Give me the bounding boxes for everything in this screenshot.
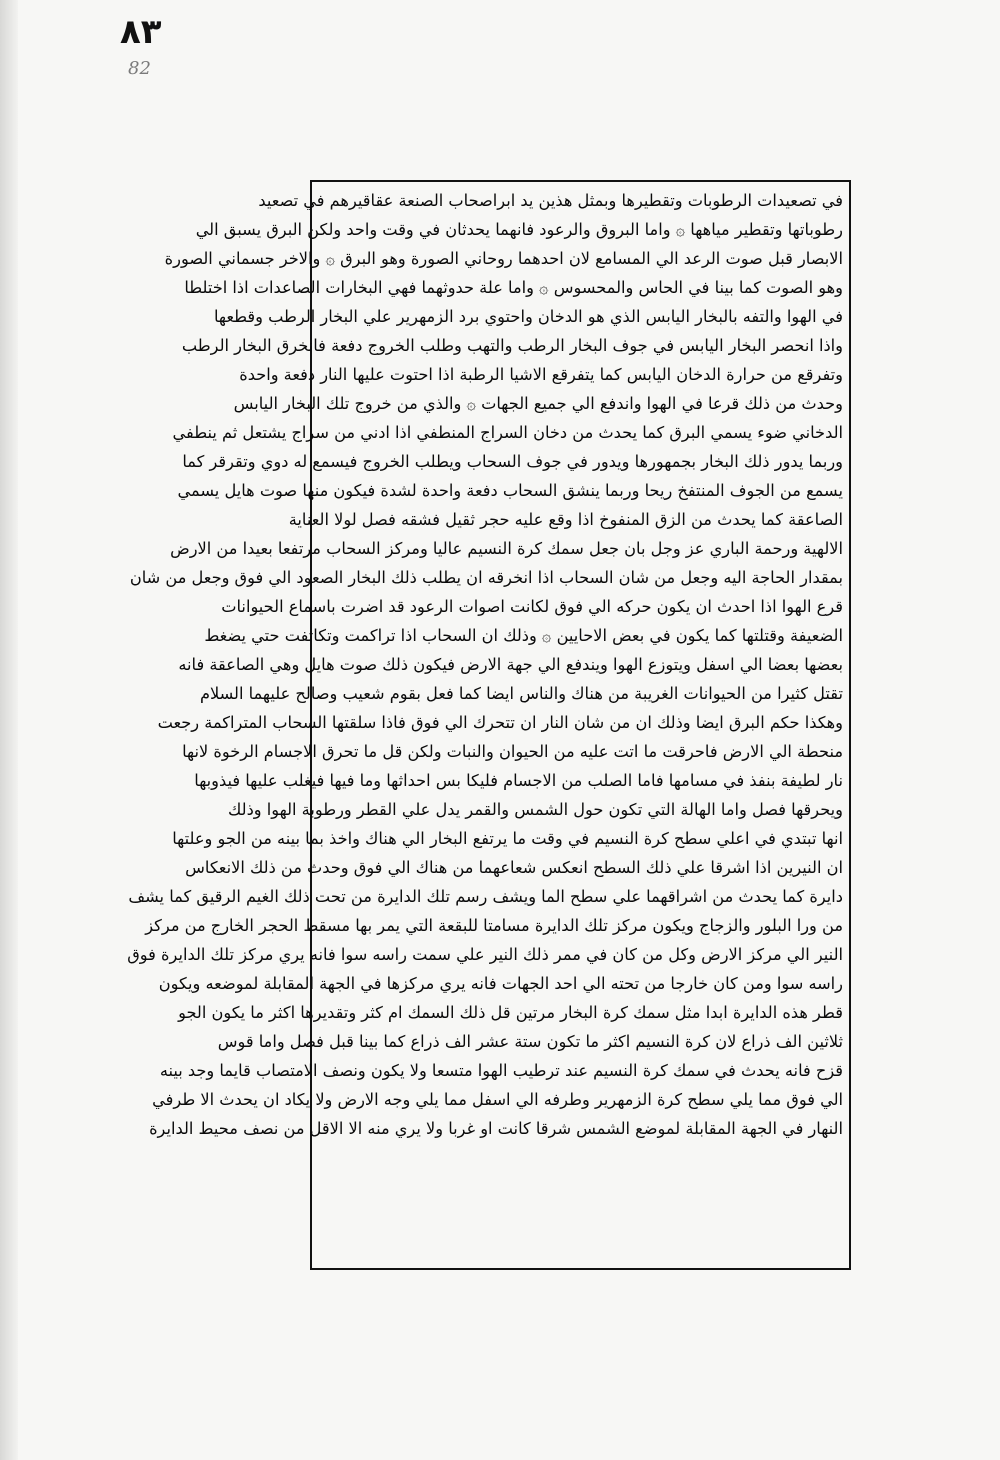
text-line: النهار في الجهة المقابلة لموضع الشمس شرقا كانت او غربا ولا يري منه الا الاقل من نصف محيط الدايرة (149, 1119, 843, 1138)
text-line: الصاعقة كما يحدث من الزق المنفوخ اذا وقع عليه حجر ثقيل فشقه فصل لولا العناية (288, 510, 843, 529)
text-line: الي فوق مما يلي سطح كرة الزمهرير وطرفه الي اسفل مما يلي وجه الارض ولا يكاد ان يحدث الا طرفي (152, 1090, 843, 1109)
text-line: قزح فانه يحدث في سمك كرة النسيم عند ترطيب الهوا متسعا ولا يكون ونصف الامتصاب قايما وجد بينه (159, 1061, 843, 1080)
text-line: في الهوا والتفه بالبخار اليابس الذي هو الدخان واحتوي برد الزمهرير علي البخار الرطب وقطعها (213, 307, 843, 326)
folio-number: ٨٣ (120, 12, 162, 52)
text-line: الالهية ورحمة الباري عز وجل بان جعل سمك كرة النسيم عاليا ومركز السحاب مرتفعا بعيدا من الارض (170, 539, 843, 558)
text-block (127, 186, 843, 1264)
text-line: دايرة كما يحدث من اشراقهما علي سطح الما ويشف رسم تلك الدايرة من تحت ذلك الغيم الرقيق كما يشف (128, 887, 843, 906)
text-line: انها تبتدي في اعلي سطح كرة النسيم في وقت ما يرتفع البخار الي هناك واخذ بما بينه من الجو وعلتها (172, 829, 843, 848)
text-line: الضعيفة وقتلتها كما يكون في بعض الاحايين ۞ وذلك ان السحاب اذا تراكمت وتكاثفت حتي يضغط (204, 626, 843, 645)
text-line: وربما يدور ذلك البخار بجمهورها ويدور في جوف السحاب ويطلب الخروج فيسمع له دوي وتقرقر كما (182, 452, 843, 471)
text-line: بعضها بعضا الي اسفل ويتوزع الهوا ويندفع الي جهة الارض فيكون ذلك صوت هايل وهي الصاعقة فانه (178, 655, 843, 674)
text-line: ان النيرين اذا اشرقا علي ذلك السطح انعكس شعاعهما من هناك الي فوق وحدث من ذلك الانعكاس (185, 858, 843, 877)
text-line: تقتل كثيرا من الحيوانات الغريبة من هناك والناس ايضا كما فعل بقوم شعيب وصالح عليهما السلام (199, 684, 843, 703)
text-line: قرع الهوا اذا احدث ان يكون حركه الي فوق لكانت اصوات الرعود قد اضرت باسماع الحيوانات (221, 597, 843, 616)
text-line: في تصعيدات الرطوبات وتقطيرها وبمثل هذين يد ابراصحاب الصنعة عقاقيرهم في تصعيد (258, 191, 843, 210)
text-line: وهو الصوت كما بينا في الحاس والمحسوس ۞ واما علة حدوثهما فهي البخارات الصاعدات اذا اختلطا (184, 278, 843, 297)
binding-gutter (0, 0, 18, 1460)
text-line: الابصار قبل صوت الرعد الي المسامع لان احدهما روحاني الصورة وهو البرق ۞ والاخر جسماني الصورة (164, 249, 843, 268)
text-line: بمقدار الحاجة اليه وجعل من شان السحاب اذا انخرقه ان يطلب ذلك البخار الصعود الي فوق وجعل من شان (129, 568, 843, 587)
text-line: واذا انحصر البخار اليابس في جوف البخار الرطب والتهب وطلب الخروج دفعة فانخرق البخار الرطب (181, 336, 843, 355)
text-line: منحطة الي الارض فاحرقت ما اتت عليه من الحيوان والنبات ولكن قل ما تحرق الاجسام الرخوة لانها (182, 742, 843, 761)
text-line: النير الي مركز الارض وكل من كان في ممر ذلك النير علي سمت راسه سوا فانه يري مركز تلك الدايرة فوق (127, 945, 843, 964)
text-line: ويحرقها فصل واما الهالة التي تكون حول الشمس والقمر يدل علي القطر ورطوبة الهوا وذلك (228, 800, 843, 819)
text-line: ثلاثين الف ذراع لان كرة النسيم اكثر ما تكون ستة عشر الف ذراع كما بينا قبل فصل واما قوس (217, 1032, 843, 1051)
text-line: يسمع من الجوف المنتفخ ريحا وربما ينشق السحاب دفعة واحدة لشدة فيكون منها صوت هايل يسمي (177, 481, 843, 500)
text-line: نار لطيفة بنفذ في مسامها فاما الصلب من الاجسام فليكا بس احداثها وما فيها فيغلب عليها فيذوبها (194, 771, 843, 790)
text-line: راسه سوا ومن كان خارجا من تحته الي احد الجهات فانه يري مركزها في الجهة المقابلة لموضعه ويكون (158, 974, 843, 993)
text-line: رطوباتها وتقطير مياهها ۞ واما البروق والرعود فانهما يحدثان في وقت واحد ولكن البرق يسبق الي (195, 220, 843, 239)
text-line: الدخاني ضوء يسمي البرق كما يحدث من دخان السراج المنطفي اذا ادني من سراج يشتعل ثم ينطفي (172, 423, 843, 442)
text-line: وهكذا حكم البرق ايضا وذلك ان من شان النار ان تتحرك الي فوق فاذا سلقتها السحاب المتراكمة رجعت (157, 713, 843, 732)
text-line: من ورا البلور والزجاج ويكون مركز تلك الدايرة مسامتا للبقعة التي يمر بها مسقط الحجر الخارج من مركز (145, 916, 843, 935)
text-line: وحدث من ذلك قرعا في الهوا واندفع الي جميع الجهات ۞ والذي من خروج تلك البخار اليابس (233, 394, 843, 413)
text-line: قطر هذه الدايرة ابدا مثل سمك كرة البخار مرتين قل ذلك السمك ام كثر وتقديرها اكثر ما يكون الجو (178, 1003, 843, 1022)
text-line: وتفرقع من حرارة الدخان اليابس كما يتفرقع الاشيا الرطبة اذا احتوت عليها النار دفعة واحدة (239, 365, 843, 384)
pencil-folio-number: 82 (128, 58, 151, 79)
